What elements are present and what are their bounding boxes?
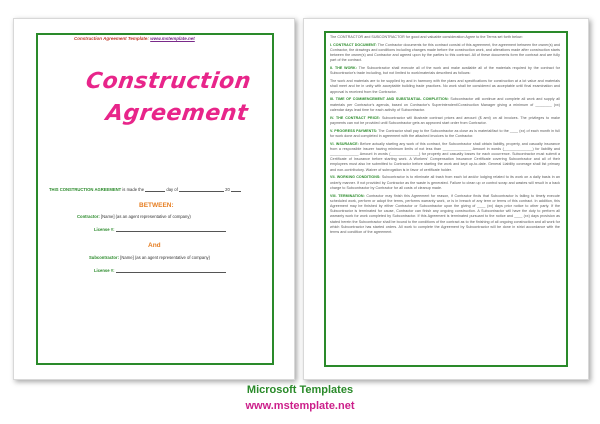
day-of-text: day of [166,187,178,192]
contractor-label: Contractor: [77,214,100,219]
license-blank-1 [116,227,226,232]
title-line-1: Construction [84,69,253,94]
header-link[interactable]: www.mstemplate.net [150,36,195,41]
terms-body [330,35,560,238]
section-the-work: II. THE WORK: The Subcontractor shall execute all of the work and make available all of the materials required by the contract for Subcontractor's trade including, but not limited to work/materials described as follows: [330,66,560,76]
header-label: Construction Agreement Template: [74,36,149,41]
agreement-intro: THIS CONSTRUCTION AGREEMENT [49,187,122,192]
license-label-1: License #: [94,227,115,232]
section-termination: VIII. TERMINATION: Contractor may finish this Agreement for reason, if Contractor finds that Subcontractor is failing to timely execute scheduled work, perform or adopt the terms, performs warranty work, or is in breach of any term or terms of this contract. In addition, this Agreement may be finished by either Contractor or Subcontractor upon the giving of ____ (xx) days prior notice to other party. If the Subcontractor is terminated for cause, Contractor can finish any ongoing construction. A Subcontractor will have the duty to perform all warranty work for work completed by Subcontractor. If this Agreement is terminated pursuant to the notice and ____ (xx) days provision as stated herein the Subcontractor shall be bound to the conditions of the contract as to the finishing of all ongoing construction and all work for which Subcontractor has started orders. All work to complete the Agreement by Subcontractor will be done in strict accordance with the terms and condition of the agreement. [330,193,560,235]
agreement-intro-line [49,187,241,192]
footer-brand: Microsoft Templates [246,384,354,396]
license-blank-2 [116,268,226,273]
terms-intro: The CONTRACTOR and SUBCONTRACTOR for good and valuable consideration Agree to the Terms set forth below: [330,35,523,39]
title-line-2: Agreement [104,101,250,126]
section-working-conditions: VII. WORKING CONDITIONS: Subcontractor is to eliminate all trash from each lot and/or lodging related to its work on a daily basis in an orderly manner. If not provided by Contractor as the waste is generated. Failure to clean up or control scrap and wastes will result in a back charge to Subcontractor by Contractor for all costs of cleanup made. [330,175,560,190]
section-work-materials: The work and materials are to be supplied by and in harmony with the plans and specifications for construction at a lot value and materials shall meet and be in unity with acceptable building trade practices. No work shall be considered as acceptable until final examination and approval is received from the Contractor. [330,79,560,94]
between-heading: BETWEEN: [139,202,174,209]
contractor-text: [Name] (as an agent representative of company) [100,214,191,219]
license-line-2 [94,268,226,273]
section-contract-document: I. CONTRACT DOCUMENT: The Contractor documents for this contract consist of this agreement, the agreement between the owner(s) and Contractor, the drawings and conditions including changes made before the construction work, and alterations made after construction starts between the owner(s) and Contractor and agreed upon by the parties to this contract. All of these documents form the contract and are fully part of the contract. [330,42,561,63]
and-heading: And [148,242,161,249]
subcontractor-line [89,255,210,260]
license-label-2: License #: [94,268,115,273]
month-blank [179,187,224,192]
subcontractor-text: [Name] (as an agent representative of company) [120,255,211,260]
contractor-line [77,214,191,219]
section-insurance: VI. INSURANCE: Before actually starting any work of this contract, the Subcontractor shall obtain liability, property, and casualty insurance from a responsible insurer having minimum limits of not less than ______________ Amount in words (______________) for liability and ______________ Amount in words (______________) for property and casualty losses for each occurrence. Subcontractor must submit a Certificate of Insurance before starting work. A Workers' Compensation Insurance Certificate covering Subcontractor and all of their employees must also be submitted to Contractor before starting the work and kept up-to-date. General Liability coverage shall list primary and non-contributory. Waiver of subrogation is in favor of certificate holder. [330,141,560,172]
license-line-1 [94,227,226,232]
document-page-cover [13,18,295,380]
footer-link[interactable]: www.mstemplate.net [245,400,355,412]
section-progress-payments: V. PROGRESS PAYMENTS: The Contractor shall pay to the Subcontractor as close as is material/fact to the ____ (xx) of each month in full for work done and completed in agreement with the attached invoices to the Contractor. [330,128,560,138]
section-commencement: III. TIME OF COMMENCEMENT AND SUBSTANTIAL COMPLETION: Subcontractor will continue and complete all work and supply all materials per Contractor's agenda, based on Contractor's Superintendent/Construction Manager giving a minimum of ________ (xx) calendar days lead time for each activity of Subcontractor. [330,97,560,112]
document-page-terms [303,18,589,380]
made-the-text: is made the [122,187,145,192]
year-blank [231,187,241,192]
section-contract-price: IV. THE CONTRACT PRICE: Subcontractor will illustrate contract prices and amount ($ amt) on all invoices. The privileges to make payments can not be provided until Subcontractor gets an approved start order from Contractor. [330,115,560,125]
year-prefix: 20 [225,187,230,192]
template-header [74,36,195,41]
day-blank [145,187,165,192]
subcontractor-label: Subcontractor: [89,255,120,260]
